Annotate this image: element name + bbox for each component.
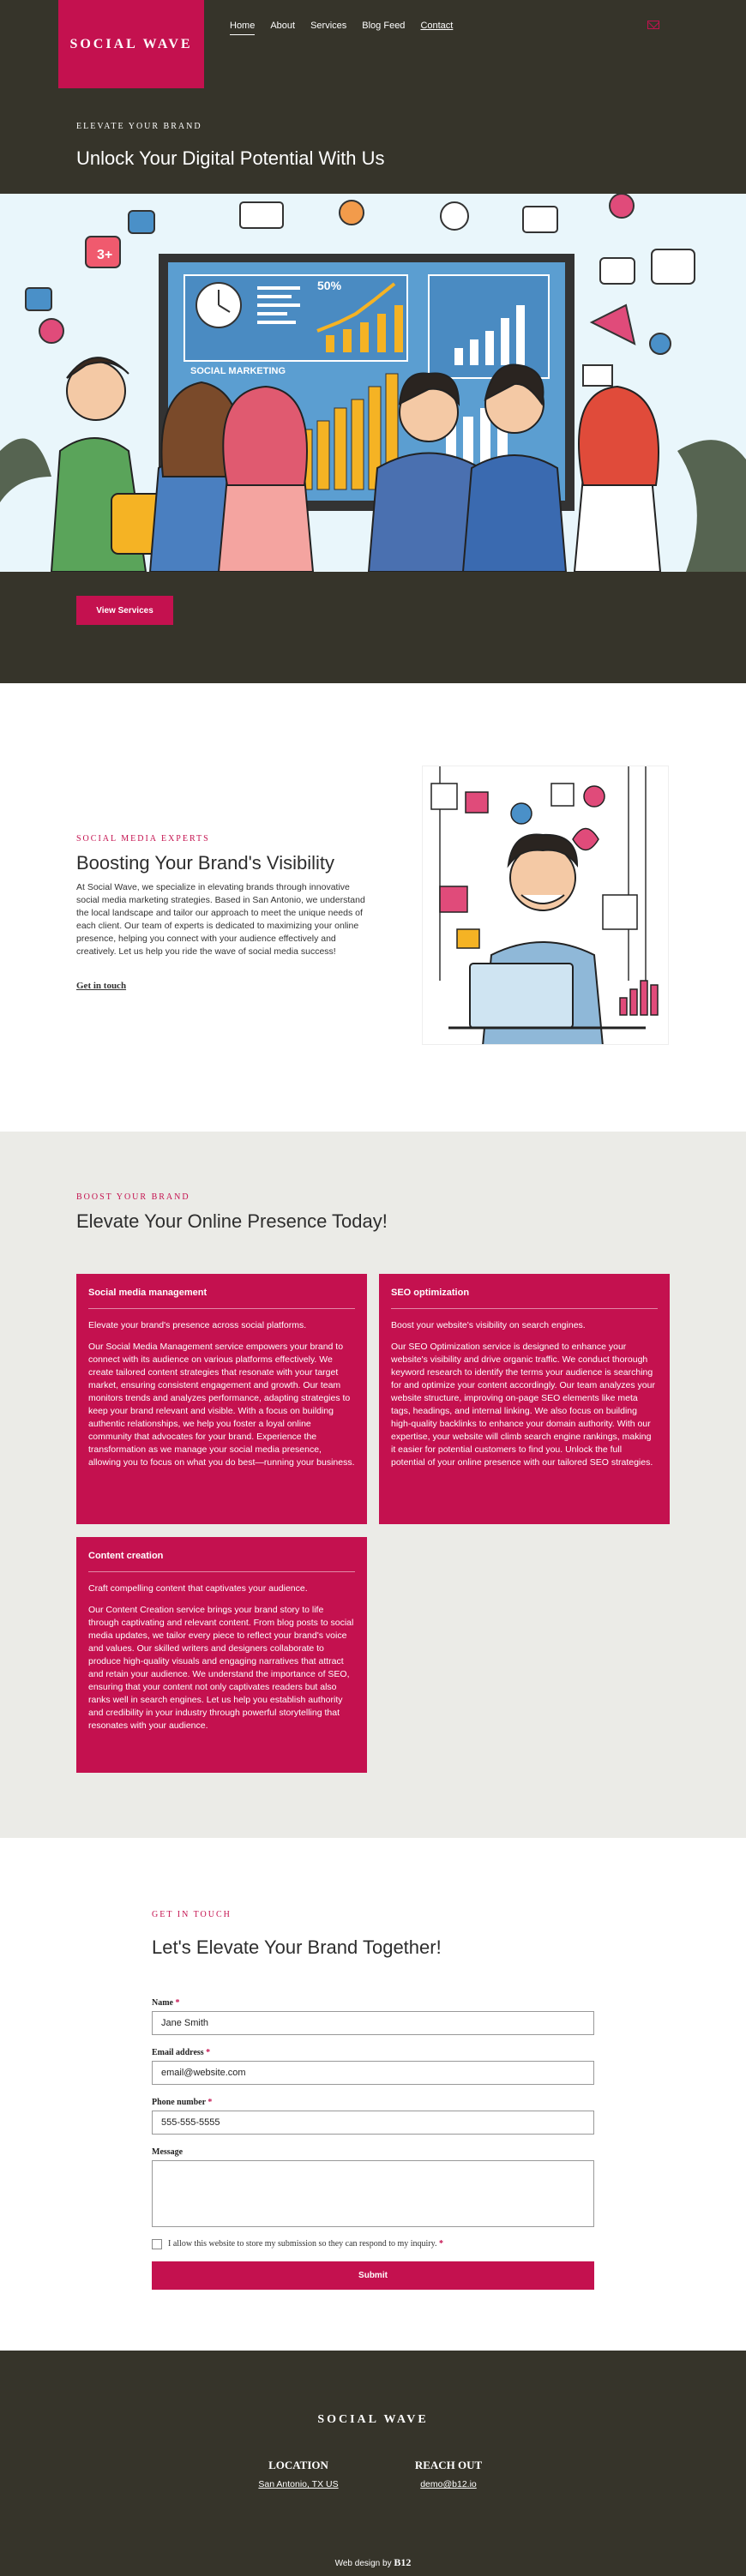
service-card-title: Social media management bbox=[88, 1288, 355, 1309]
submit-button[interactable]: Submit bbox=[152, 2261, 594, 2290]
services-section bbox=[0, 1132, 746, 1838]
email-label: Email address * bbox=[152, 2048, 211, 2057]
hero-illustration bbox=[0, 194, 746, 572]
hero-percent: 50% bbox=[317, 279, 342, 292]
consent-label: I allow this website to store my submission so they can respond to my inquiry. * bbox=[168, 2239, 443, 2249]
get-in-touch-link[interactable]: Get in touch bbox=[76, 981, 127, 991]
nav-item-services[interactable]: Services bbox=[310, 21, 347, 31]
intro-illustration bbox=[422, 766, 669, 1045]
hero-screen-text: SOCIAL MARKETING bbox=[190, 366, 286, 376]
services-kicker: BOOST YOUR BRAND bbox=[76, 1192, 190, 1202]
brand-logo-text: SOCIAL WAVE bbox=[69, 36, 193, 51]
service-card-body: Our Content Creation service brings your brand story to life through captivating and relevant content. From blog posts to social media updates, we tailor every piece to reflect your brand's voice and values. Our skilled writers and designers collaborate to produce high-quality visuals and engaging narratives that attract and retain your audience. We understand the importance of SEO, ensuring that your content not only captivates readers but also ranks well in search engines. Let us help you establish authority and credibility in your industry through powerful storytelling that resonates with your audience. bbox=[88, 1605, 354, 1731]
service-card-body: Our Social Media Management service empowers your brand to connect with its audience on various platforms effectively. We create tailored content strategies that resonate with your target market, ensuring consistent engagement and growth. Our team monitors trends and analyzes performance, adapting strategies to keep your brand relevant and visible. With a focus on building authentic relationships, we help you foster a loyal online community that advocates for your brand. Experience the transformation as we manage your social media presence, allowing you to focus on what you do best—running your business. bbox=[88, 1342, 355, 1468]
footer-email-link[interactable]: demo@b12.io bbox=[420, 2479, 477, 2489]
hero-illustration-svg bbox=[0, 194, 746, 572]
phone-label: Phone number * bbox=[152, 2098, 213, 2107]
consent-checkbox[interactable] bbox=[152, 2239, 162, 2249]
name-field[interactable]: Jane Smith bbox=[152, 2011, 594, 2035]
service-card-social-media bbox=[76, 1274, 367, 1524]
service-card-title: Content creation bbox=[88, 1551, 355, 1572]
service-card-body: Our SEO Optimization service is designed to enhance your website's visibility and drive organic traffic. We conduct thorough keyword research to identify the terms your audience is searching for and optimize your content accordingly. Our team analyzes your website structure, improving on-page SEO elements like meta tags, headings, and internal linking. We also focus on building high-quality backlinks to enhance your domain authority. With our expertise, your website will climb search engine rankings, making it easier for potential customers to find you. Unlock the full potential of your online presence with our tailored SEO strategies. bbox=[391, 1342, 655, 1468]
nav-item-contact[interactable]: Contact bbox=[420, 21, 454, 31]
b12-logo: B12 bbox=[394, 2556, 412, 2568]
hero-badge: 3+ bbox=[97, 248, 113, 262]
hero-section bbox=[0, 0, 746, 683]
brand-logo[interactable] bbox=[58, 0, 204, 88]
intro-illustration-svg bbox=[423, 766, 669, 1045]
nav-item-blog-feed[interactable]: Blog Feed bbox=[362, 21, 406, 31]
phone-field[interactable]: 555-555-5555 bbox=[152, 2111, 594, 2135]
contact-title: Let's Elevate Your Brand Together! bbox=[152, 1937, 442, 1958]
intro-kicker: SOCIAL MEDIA EXPERTS bbox=[76, 834, 210, 844]
web-design-credit[interactable]: Web design by B12 bbox=[334, 2556, 412, 2568]
contact-kicker: GET IN TOUCH bbox=[152, 1910, 232, 1919]
name-label: Name * bbox=[152, 1998, 180, 2008]
footer bbox=[0, 2351, 746, 2576]
hero-kicker: ELEVATE YOUR BRAND bbox=[76, 122, 202, 131]
email-field[interactable]: email@website.com bbox=[152, 2061, 594, 2085]
main-nav bbox=[230, 21, 453, 35]
service-card-subtitle: Boost your website's visibility on search engines. bbox=[391, 1320, 586, 1330]
service-card-subtitle: Elevate your brand's presence across social platforms. bbox=[88, 1320, 307, 1330]
view-services-button[interactable]: View Services bbox=[76, 596, 173, 625]
service-card-title: SEO optimization bbox=[391, 1288, 658, 1309]
footer-location-link[interactable]: San Antonio, TX US bbox=[258, 2479, 339, 2489]
message-field[interactable] bbox=[152, 2160, 594, 2227]
footer-logo[interactable]: SOCIAL WAVE bbox=[317, 2413, 429, 2426]
service-card-subtitle: Craft compelling content that captivates your audience. bbox=[88, 1583, 308, 1594]
service-card-seo bbox=[379, 1274, 670, 1524]
intro-title: Boosting Your Brand's Visibility bbox=[76, 852, 334, 874]
message-label: Message bbox=[152, 2147, 183, 2157]
footer-reach-heading: REACH OUT bbox=[414, 2459, 483, 2471]
mail-icon[interactable] bbox=[647, 21, 659, 29]
service-card-content-creation bbox=[76, 1537, 367, 1773]
nav-item-about[interactable]: About bbox=[270, 21, 296, 31]
footer-location-heading: LOCATION bbox=[268, 2459, 328, 2471]
hero-title: Unlock Your Digital Potential With Us bbox=[76, 147, 385, 169]
nav-item-home[interactable]: Home bbox=[230, 21, 255, 35]
services-title: Elevate Your Online Presence Today! bbox=[76, 1210, 388, 1232]
intro-text: At Social Wave, we specialize in elevating brands through innovative social media marketing strategies. Based in San Antonio, we understand the local landscape and tailor our approach to meet the unique needs of each client. Our team of experts is dedicated to maximizing your online presence, helping you connect with your audience effectively and creatively. Let us help you ride the wave of social media success! bbox=[76, 882, 365, 957]
